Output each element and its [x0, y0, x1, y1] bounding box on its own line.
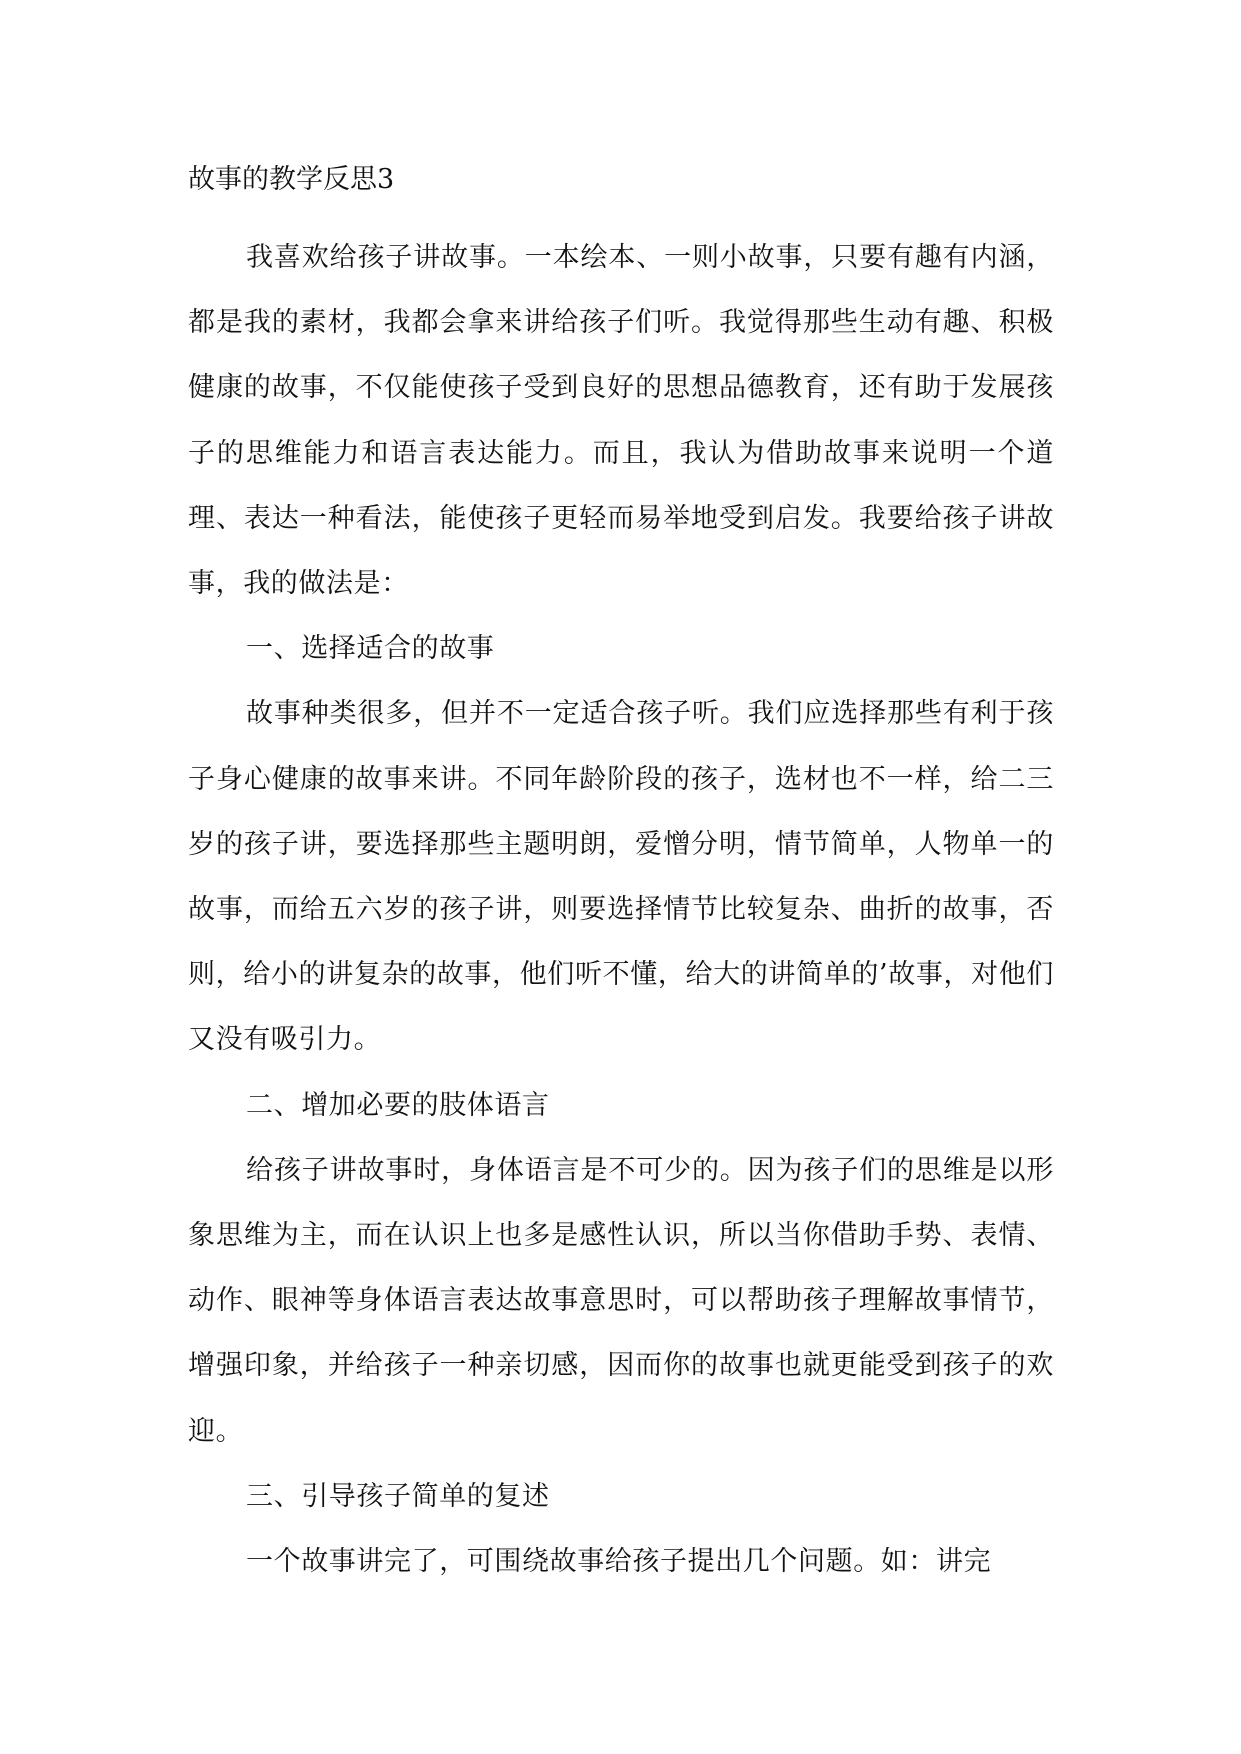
section-heading-2: 二、增加必要的肢体语言 — [246, 1089, 550, 1121]
paragraph-section-1: 故事种类很多，但并不一定适合孩子听。我们应选择那些有利于孩子身心健康的故事来讲。不同年龄阶段的孩子，选材也不一样，给二三岁的孩子讲，要选择那些主题明朗，爱憎分明，情节简单，人物单一的故事，而给五六岁的孩子讲，则要选择情节比较复杂、曲折的故事，否则，给小的讲复杂的故事，他们听不懂，给大的讲简单的’故事，对他们又没有吸引力。 — [188, 698, 1054, 1056]
section-heading-3: 三、引导孩子简单的复述 — [246, 1480, 550, 1512]
document-title: 故事的教学反思3 — [188, 164, 395, 195]
paragraph-intro: 我喜欢给孩子讲故事。一本绘本、一则小故事，只要有趣有内涵，都是我的素材，我都会拿来讲给孩子们听。我觉得那些生动有趣、积极健康的故事，不仅能使孩子受到良好的思想品德教育，还有助于发展孩子的思维能力和语言表达能力。而且，我认为借助故事来说明一个道理、表达一种看法，能使孩子更轻而易举地受到启发。我要给孩子讲故事，我的做法是： — [188, 242, 1054, 600]
document-page — [188, 160, 1054, 1594]
section-heading-1: 一、选择适合的故事 — [246, 633, 495, 665]
paragraph-section-2: 给孩子讲故事时，身体语言是不可少的。因为孩子们的思维是以形象思维为主，而在认识上也多是感性认识，所以当你借助手势、表情、动作、眼神等身体语言表达故事意思时，可以帮助孩子理解故事情节，增强印象，并给孩子一种亲切感，因而你的故事也就更能受到孩子的欢迎。 — [188, 1154, 1054, 1447]
paragraph-section-3: 一个故事讲完了，可围绕故事给孩子提出几个问题。如：讲完 — [246, 1546, 992, 1578]
